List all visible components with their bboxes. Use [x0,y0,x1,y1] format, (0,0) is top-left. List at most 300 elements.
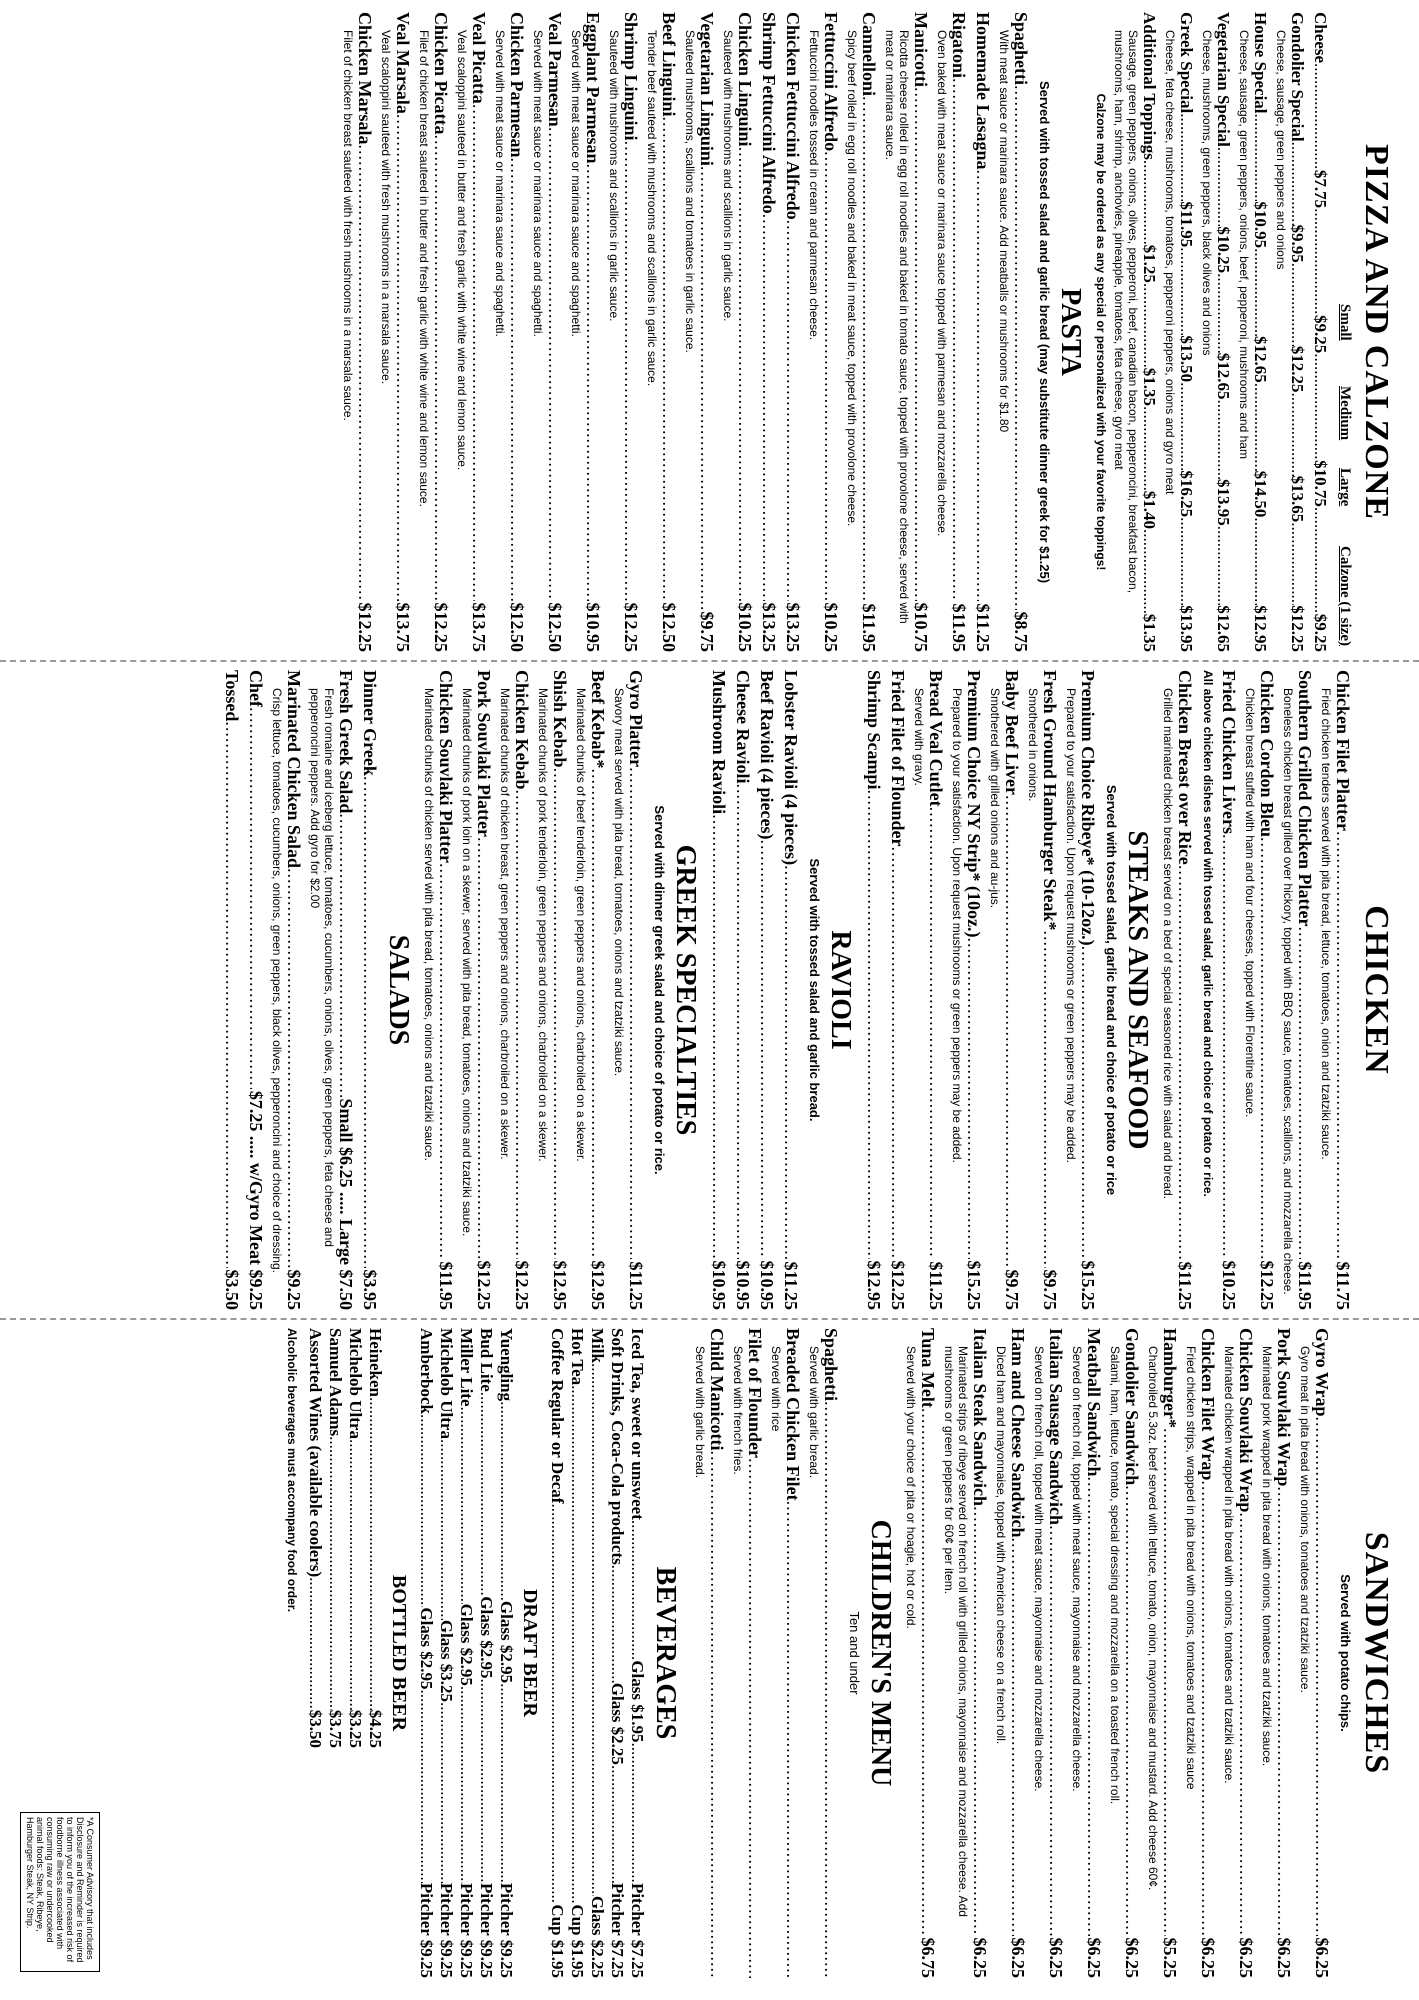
fold-divider [0,660,1419,662]
item-price: $13.25 [783,602,803,652]
item-name: Hamburger* [1160,1328,1180,1428]
leader-dots [759,214,779,601]
menu-item-line [759,12,779,652]
leader-dots [476,1678,496,1882]
leader-dots [781,865,801,1259]
bottled-row [305,1328,325,1748]
item-price: $6.25 [970,1937,990,1978]
item-description: Marinated chunks of chicken breast, green peppers and onions, charbroiled on a skewer. [498,688,512,1160]
item-name: Manicotti [911,12,931,87]
menu-item-line [745,1328,765,1978]
item-description: Tender beef sauteed with mushrooms and scallions in garlic sauce. [645,30,659,387]
beverage-name: Iced Tea, sweet or unsweet [628,1328,647,1520]
leader-dots [1160,1428,1180,1936]
price-glass: Glass $2.95 [497,1600,516,1684]
menu-item-line [621,12,641,652]
beverage-name: Michelob Ultra [437,1328,456,1439]
item-price: $6.25 [1008,1937,1028,1978]
leader-dots [733,783,753,1258]
draft-beer-title: DRAFT BEER [519,1589,541,1717]
menu-item-line [1274,1328,1294,1978]
menu-item-line [1078,670,1098,1310]
item-description: Served with meat sauce or marinara sauce and spaghetti. [531,30,545,337]
menu-item-line [781,670,801,1310]
item-price: $11.25 [973,603,993,652]
ravioli-subtitle: Served with tossed salad and garlic bread. [807,858,822,1122]
price-glass: Glass $2.95 [477,1596,496,1679]
item-description: Gyro meat in pita bread with onions, tomatoes and tzatziki sauce. [1298,1346,1312,1693]
item-description: Veal scaloppini sauteed with fresh mushrooms in a marsala sauce. [379,30,393,385]
item-name: Fresh Greek Salad [336,670,356,814]
item-name: Homemade Lasagna [973,12,993,170]
item-name: Cannelloni [859,12,879,97]
menu-item [1064,670,1098,1310]
item-description: Sauteed mushrooms, scallions and tomatoes in garlic sauce. [683,30,697,353]
price-glass: Glass $1.95 [628,1660,647,1743]
leader-dots [345,1439,365,1710]
leader-dots [1214,399,1233,479]
item-name: Chicken Kebab [512,670,532,790]
price-calzone: $12.25 [1288,605,1307,652]
item-name: Baby Beef Liver [1002,670,1022,795]
menu-item [1032,1328,1066,1978]
menu-item [246,670,266,1310]
pizza-item [1112,12,1159,652]
menu-item-line [360,670,380,1310]
price-pitcher: Pitcher $9.25 [457,1882,476,1978]
leader-dots [757,839,777,1258]
menu-item [460,670,494,1310]
bottled-row [365,1328,385,1748]
item-description: Fresh romaine and iceberg lettuce, tomatoes, cucumbers, onions, olives, green peppers, feta cheese and pepperoncini peppers. Add gyro for $2.00 [308,688,336,1247]
menu-item-line [709,670,729,1310]
item-description: Filet of chicken breast sauteed with fresh mushrooms in a marsala sauce. [341,30,355,421]
leader-dots [1257,837,1277,1258]
menu-item [683,12,717,652]
leader-dots [507,158,527,601]
menu-item-line [1008,1328,1028,1978]
beverage-row [587,1328,607,1978]
leader-dots [627,1743,647,1883]
fold-divider [0,1318,1419,1320]
price-medium: $12.25 [1288,345,1307,393]
menu-item [1184,1328,1218,1978]
item-description: Served with french fries. [731,1346,745,1475]
price-small: $7.75 [1311,169,1330,209]
menu-item [994,1328,1028,1978]
menu-item-line [973,12,993,652]
menu-item-line [859,12,879,652]
menu-item [645,12,679,652]
item-description: Marinated strips of ribeye served on french roll with grilled onions, mayonnaise and mozzarella cheese. Add mushrooms or green peppers for 60¢ per item. [942,1346,970,1917]
menu-item [721,12,755,652]
children-title: CHILDREN'S MENU [865,1519,896,1787]
item-name: Gyro Platter [626,670,646,768]
pizza-list [1112,12,1330,652]
leader-dots [1219,834,1239,1259]
leader-dots [588,769,608,1259]
item-name: Chicken Souvlaki Platter [436,670,456,864]
pizza-description: Cheese, sausage, green peppers and onions [1274,30,1288,270]
item-description: Smothered with grilled onions and au-jus. [988,688,1002,909]
price-calzone: $12.95 [1251,605,1270,652]
item-price: $6.25 [1198,1937,1218,1978]
pizza-item [1237,12,1270,652]
item-price: $9.75 [1040,1269,1060,1310]
item-price: $10.95 [757,1260,777,1310]
item-description: Served with meat sauce or marinara sauce and spaghetti. [493,30,507,337]
price-small: $10.95 [1251,201,1270,249]
menu-item [942,1328,990,1978]
leader-dots [416,1414,436,1607]
menu-item-line [1175,670,1195,1310]
menu-item-line [970,1328,990,1978]
beverage-row [547,1328,567,1978]
beverage-row [436,1328,456,1978]
item-name: Beef Ravioli (4 pieces) [757,670,777,840]
leader-dots [607,1565,627,1683]
leader-dots [1140,160,1159,245]
price-large: $16.25 [1177,470,1196,518]
leader-dots [1177,113,1196,201]
menu-item [757,670,777,1310]
item-price: $7.25 ..... w/Gyro Meat $9.25 [246,1090,266,1310]
leader-dots [1251,248,1270,336]
item-name: Italian Steak Sandwich [970,1328,990,1507]
leader-dots [1214,273,1233,353]
menu-item-line [949,12,969,652]
pizza-row [1177,12,1196,652]
item-price: $9.25 [284,1269,304,1310]
item-description: Sauteed with mushrooms and scallions in garlic sauce. [721,30,735,322]
price-pitcher: Pitcher $9.25 [417,1882,436,1978]
leader-dots [1214,147,1233,227]
item-name: Shrimp Fettuccini Alfredo [759,12,779,214]
menu-item [536,670,570,1310]
children-subtitle: Ten and under [847,1611,862,1695]
item-price: $6.25 [1046,1937,1066,1978]
menu-item [935,12,969,652]
item-price: $11.95 [859,603,879,652]
item-name: Tuna Melt [918,1328,938,1408]
item-price: $10.25 [735,602,755,652]
item-description: Crisp lettuce, tomatoes, cucumbers, onions, green peppers, black olives, pepperoncini and choice of dressing. [270,688,284,1273]
leader-dots [783,220,803,601]
steaks-subtitle: Served with tossed salad, garlic bread and choice of potato or rice [1104,784,1119,1196]
item-price: $12.25 [888,1260,908,1310]
leader-dots [821,1401,841,1978]
steaks-list [864,670,1098,1310]
item-description: Veal scaloppini sauteed in butter and fresh garlic with white wine and lemon sauce. [455,30,469,471]
price-large: $14.50 [1251,470,1270,518]
menu-item [807,1328,841,1978]
item-price: $11.75 [1333,1261,1353,1310]
menu-item-line [757,670,777,1310]
item-price: $12.50 [507,602,527,652]
salads-title: SALADS [383,934,414,1046]
menu-item [531,12,565,652]
sandwiches-subtitle: Served with potato chips. [1338,1574,1353,1732]
chicken-extra [1161,670,1195,1310]
leader-dots [1295,926,1315,1259]
item-description: Served with gravy. [912,688,926,786]
item-name: Fried Filet of Flounder [888,670,908,847]
leader-dots [431,134,451,600]
menu-item [1146,1328,1180,1978]
menu-item [360,670,380,1310]
item-price: $12.50 [659,602,679,652]
pizza-row [1214,12,1233,652]
item-name: Fresh Ground Hamburger Steak* [1040,670,1060,931]
item-name: Shish Kebab [550,670,570,768]
item-name: Chicken Fettuccini Alfredo [783,12,803,220]
menu-item [781,670,801,1310]
leader-dots [393,114,413,601]
leader-dots [970,1506,990,1935]
item-name: Meatball Sandwich [1084,1328,1104,1477]
pizza-row [1140,12,1159,652]
menu-item-line [1122,1328,1142,1978]
price-medium: $9.25 [1311,314,1330,354]
price-glass: Cup $1.95 [548,1904,567,1978]
menu-item-line [1219,670,1239,1310]
item-name: Marinated Chicken Salad [284,670,304,869]
leader-dots [607,1765,627,1883]
leader-dots [547,1503,567,1904]
beverage-price: $3.50 [306,1709,325,1748]
item-description: Smothered in onions. [1026,688,1040,802]
beverage-name: Amberbock [417,1328,436,1414]
menu-item [709,670,729,1310]
item-name: Cheese Ravioli [733,670,753,784]
leader-dots [1236,1512,1256,1935]
item-price: $11.25 [781,1261,801,1310]
pizza-row [1288,12,1307,652]
leader-dots [456,1686,476,1883]
menu-item [864,670,884,1310]
leader-dots [1311,507,1330,614]
price-glass: Glass $2.25 [588,1895,607,1978]
item-name: Premium Choice Ribeye* (10-12oz.) [1078,670,1098,946]
pizza-title: PIZZA AND CALZONE [1358,144,1395,520]
price-glass: Glass $2.95 [457,1603,476,1686]
leader-dots [587,1363,607,1896]
item-price: $11.95 [436,1261,456,1310]
pizza-size-header [1336,12,1353,652]
leader-dots [512,790,532,1259]
item-price: $6.25 [1236,1937,1256,1978]
leader-dots [859,96,879,601]
menu-item [569,12,603,652]
item-description: Boneless chicken breast grilled over hickory, topped with BBQ sauce, tomatoes, scallions, and mozzarella cheese. [1281,688,1295,1295]
menu-item-line [1046,1328,1066,1978]
item-price: $9.75 [697,611,717,652]
beverage-row [627,1328,647,1978]
pizza-item [1163,12,1196,652]
item-price: $12.25 [512,1260,532,1310]
leader-dots [627,1520,647,1660]
item-price: $6.25 [1274,1937,1294,1978]
pizza-name: Greek Special [1177,12,1196,114]
ravioli-list [709,670,801,1310]
menu-item-line [512,670,532,1310]
column-sandwiches-beverages [18,1328,1401,1978]
price-glass: Glass $2.95 [417,1607,436,1690]
item-description: Filet of chicken breast sauteed in butter and fresh garlic with white wine and lemon sauce. [417,30,431,507]
price-large: $10.75 [1311,460,1330,507]
leader-dots [469,104,489,601]
item-price: $13.75 [393,602,413,652]
item-name: Chicken Picatta [431,12,451,135]
beverage-name: Bud Lite [477,1328,496,1392]
menu-item [988,670,1022,1310]
menu-item-line [697,12,717,652]
leader-dots [1140,406,1159,491]
leader-dots [496,1401,516,1601]
leader-dots [222,721,242,1267]
item-price: $12.25 [474,1260,494,1310]
menu-item [1260,1328,1294,1978]
beverage-list [547,1328,647,1978]
menu-item [759,12,779,652]
menu-item [904,1328,938,1978]
item-name: Shrimp Scampi [864,670,884,790]
menu-item [1243,670,1277,1310]
pizza-item [1311,12,1330,652]
item-name: Fettuccini Alfredo [821,12,841,152]
menu-item-line [431,12,451,652]
leader-dots [474,837,494,1259]
leader-dots [1175,865,1195,1260]
item-price: $15.25 [1078,1260,1098,1310]
leader-dots [305,1577,325,1710]
beverage-row [607,1328,627,1978]
item-name: Beef Kebab* [588,670,608,769]
menu-item-line [783,12,803,652]
menu-item [1319,670,1353,1310]
menu-item [574,670,608,1310]
item-description: Chicken breast stuffed with ham and four cheeses, topped with Florentine sauce. [1243,688,1257,1118]
item-price: $3.50 [222,1269,242,1310]
menu-item [1298,1328,1332,1978]
menu-item-line [1002,670,1022,1310]
beverage-name: Hot Tea [568,1328,587,1386]
menu-item [1281,670,1315,1310]
item-price: $12.95 [864,1260,884,1310]
leader-dots [1084,1477,1104,1936]
pizza-description: Cheese, sausage, green peppers, onions, beef, pepperoni, mushrooms and ham [1237,30,1251,459]
menu-item [1026,670,1060,1310]
pizza-item [1274,12,1307,652]
leader-dots [1122,1485,1142,1935]
menu-item [769,1328,803,1978]
leader-dots [1198,1480,1218,1935]
menu-item-line [222,670,242,1310]
leader-dots [456,1407,476,1604]
pizza-name: Gondolier Special [1288,12,1307,142]
item-name: Chicken Parmesan [507,12,527,158]
item-name: Chicken Souvlaki Wrap [1236,1328,1256,1513]
item-description: Marinated chunks of beef tenderloin, green peppers and onions, charbroiled on a skewer. [574,688,588,1162]
menu-item [607,12,641,652]
price-medium: $12.65 [1251,336,1270,383]
leader-dots [821,151,841,600]
beverage-name: Coffee Regular or Decaf [548,1328,567,1504]
size-medium-label: Medium [1337,386,1353,441]
pizza-row [1311,12,1330,652]
menu-item-line [733,670,753,1310]
beverage-name: Miller Lite [457,1328,476,1407]
item-price: $11.95 [949,603,969,652]
leader-dots [709,814,729,1258]
price-pitcher: Pitcher $7.25 [608,1882,627,1978]
item-description: Served with meat sauce or marinara sauce and spaghetti. [569,30,583,337]
leader-dots [888,846,908,1258]
steaks-title: STEAKS AND SEAFOOD [1122,830,1153,1150]
item-name: Veal Parmesan [545,12,565,127]
item-name: Premium Choice NY Strip* (10oz.) [964,670,984,938]
item-name: Breaded Chicken Filet [783,1328,803,1501]
item-name: Eggplant Parmesan [583,12,603,164]
item-price: $13.75 [469,602,489,652]
pizza-description: Cheese, feta cheese, mushrooms, tomatoes, pepperoni peppers, onions and gyro meat [1163,30,1177,495]
menu-item [912,670,946,1310]
leader-dots [325,1436,345,1710]
pizza-name: Additional Toppings [1140,12,1159,160]
menu-item [997,12,1031,652]
bottled-row [345,1328,365,1748]
menu-item-line [336,670,356,1310]
pizza-description: Cheese, mushrooms, green peppers, black olives and onions [1200,30,1214,356]
leader-dots [735,147,755,601]
menu-item-line [588,670,608,1310]
leader-dots [1002,795,1022,1268]
beverages-title: BEVERAGES [650,1566,681,1740]
draft-beer-list [416,1328,516,1978]
leader-dots [1214,526,1233,606]
size-small-label: Small [1337,304,1353,341]
column-pizza-pasta [18,12,1401,652]
menu-item [845,12,879,652]
menu-item [417,12,451,652]
price-glass: Glass $2.25 [608,1682,627,1765]
item-description: Salami, ham, lettuce, tomato, special dressing and mozzarella on a toasted french roll. [1108,1346,1122,1805]
item-description: Fettuccini noodles tossed in cream and parmesan cheese. [807,30,821,341]
item-price: $10.95 [583,602,603,652]
item-description: Savory meat served with pita bread, tomatoes, onions and tzatziki sauce. [612,688,626,1077]
menu-item [1219,670,1239,1310]
menu-item [973,12,993,652]
item-description: Fried chicken tenders served with pita bread, lettuce, tomatoes, onion and tzatziki sauce. [1319,688,1333,1160]
item-name: Pork Souvlaki Wrap [1274,1328,1294,1487]
menu-item [612,670,646,1310]
leader-dots [1251,114,1270,202]
menu-item [1161,670,1195,1310]
item-name: Gyro Wrap [1312,1328,1332,1417]
menu-item [341,12,375,652]
salads-list [222,670,380,1310]
item-price: $11.95 [1295,1261,1315,1310]
sandwiches-title: SANDWICHES [1358,1531,1395,1775]
item-description: Charbroiled 5.3oz. beef served with lettuce, tomato, onion, mayonnaise and mustard. Add cheese 60¢. [1146,1346,1160,1891]
leader-dots [550,768,570,1259]
leader-dots [355,145,375,601]
item-name: Bread Veal Cutlet [926,670,946,807]
menu-item-line [1295,670,1315,1310]
leader-dots [1177,247,1196,335]
item-price: $12.50 [545,602,565,652]
item-description: Served with rice [769,1346,783,1432]
